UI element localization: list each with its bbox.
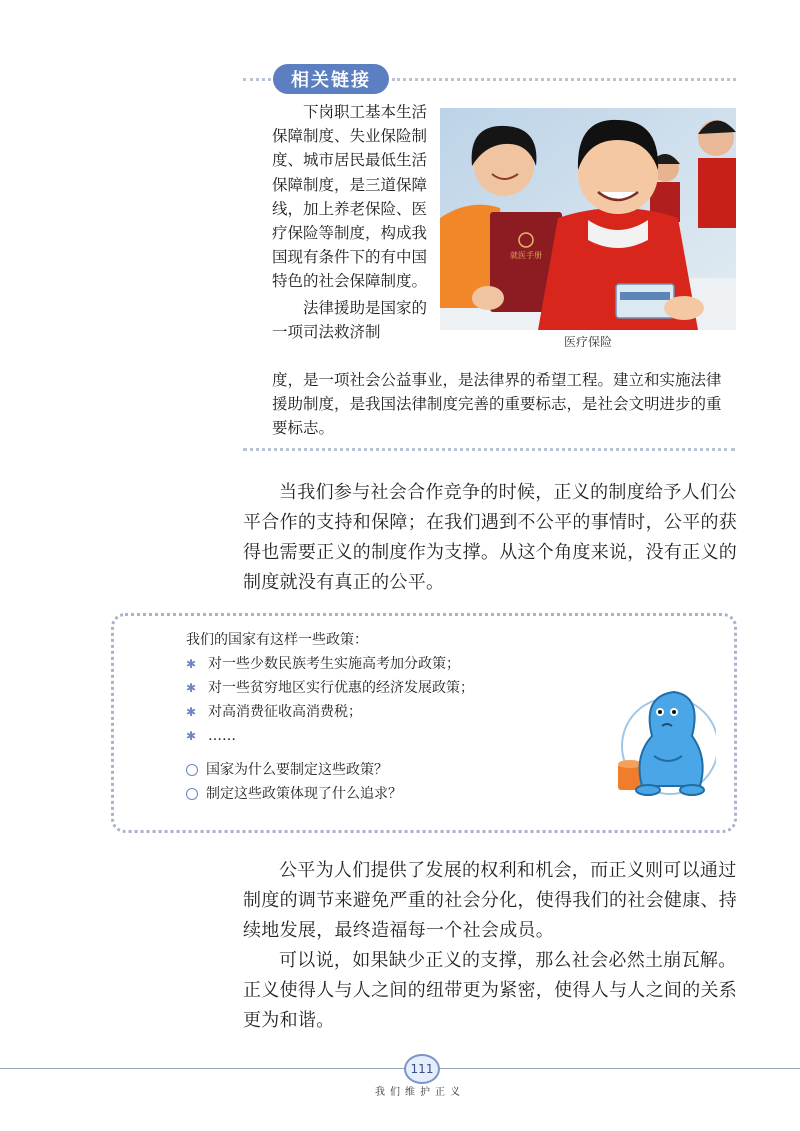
policy-text: 对一些贫穷地区实行优惠的经济发展政策； [208, 680, 474, 696]
body-paragraph-2 [243, 856, 739, 1036]
asterisk-icon: ✱ [186, 681, 197, 695]
body-paragraph-1 [243, 478, 739, 598]
related-link-dots-left [243, 78, 271, 81]
paragraph-text: 公平为人们提供了发展的权利和机会，而正义则可以通过制度的调节来避免严重的社会分化，使得我们的社会健康、持续地发展，最终造福每一个社会成员。 [243, 860, 738, 941]
related-link-paragraph: 法律援助是国家的一项司法救济制 [272, 298, 428, 341]
medical-insurance-photo [440, 108, 736, 330]
asterisk-icon: ✱ [186, 729, 197, 743]
page-number-badge [404, 1054, 440, 1084]
thinking-mascot-illustration [612, 686, 716, 802]
question-item [186, 758, 606, 782]
related-link-paragraph: 下岗职工基本生活保障制度、失业保险制度、城市居民最低生活保障制度，是三道保障线，加上养老保险、医疗保险等制度，构成我国现有条件下的有中国特色的社会保障制度。 [272, 103, 428, 291]
policy-item [186, 676, 606, 700]
paragraph-text: 可以说，如果缺少正义的支撑，那么社会必然土崩瓦解。正义使得人与人之间的纽带更为紧密，使得人与人之间的关系更为和谐。 [243, 950, 738, 1031]
related-link-column [272, 100, 432, 344]
policy-text: 对高消费征收高消费税； [208, 704, 362, 720]
policy-item [186, 700, 606, 724]
policy-text: 对一些少数民族考生实施高考加分政策； [208, 656, 460, 672]
question-text: 制定这些政策体现了什么追求？ [206, 786, 402, 802]
related-link-bottom-divider [243, 448, 735, 451]
related-link-title: 相关链接 [291, 70, 371, 91]
asterisk-icon: ✱ [186, 705, 197, 719]
activity-content [186, 628, 606, 806]
circle-bullet-icon [186, 760, 206, 780]
photo-caption: 医疗保险 [563, 335, 612, 349]
related-link-dots-right [392, 78, 736, 81]
related-link-continuation: 度，是一项社会公益事业，是法律界的希望工程。建立和实施法律援助制度，是我国法律制度完善的重要标志，是社会文明进步的重要标志。 [272, 371, 722, 437]
asterisk-icon: ✱ [186, 657, 197, 671]
footer-section-title: 我们维护正义 [375, 1087, 465, 1098]
activity-intro: 我们的国家有这样一些政策： [186, 632, 368, 648]
related-link-badge [273, 64, 389, 94]
policy-item [186, 724, 606, 748]
question-item [186, 782, 606, 806]
page-number: 111 [410, 1062, 434, 1076]
footer-divider [0, 1068, 800, 1069]
paragraph-text: 当我们参与社会合作竞争的时候，正义的制度给予人们公平合作的支持和保障；在我们遇到不公平的事情时，公平的获得也需要正义的制度作为支撑。从这个角度来说，没有正义的制度就没有真正的公平。 [243, 482, 738, 593]
circle-bullet-icon [186, 784, 206, 804]
policy-text: …… [208, 728, 236, 744]
question-text: 国家为什么要制定这些政策？ [206, 762, 388, 778]
booklet-label: 就医手册 [510, 251, 542, 260]
policy-item [186, 652, 606, 676]
